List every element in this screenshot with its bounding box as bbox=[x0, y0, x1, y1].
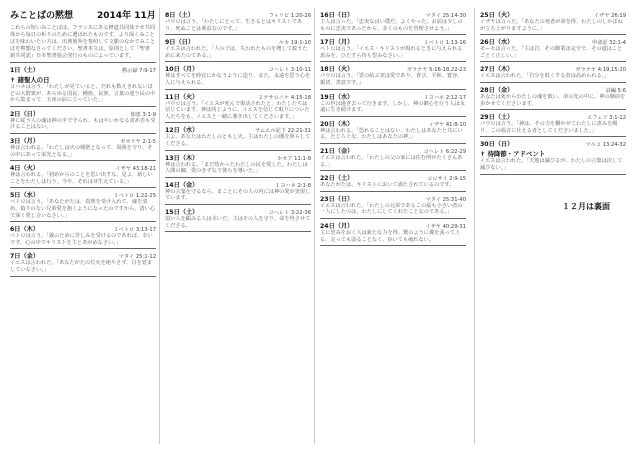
day-entry-header bbox=[480, 85, 626, 94]
day-entry bbox=[165, 207, 311, 232]
calendar-column-3 bbox=[320, 8, 466, 246]
day-entry bbox=[10, 224, 156, 249]
divider bbox=[10, 276, 156, 277]
day-label: 4日（火） bbox=[10, 165, 40, 173]
scripture-reference: イザヤ 40:29-31 bbox=[425, 223, 466, 230]
divider bbox=[165, 150, 311, 151]
day-entry bbox=[165, 92, 311, 124]
scripture-reference: １ペトロ 3:13-17 bbox=[113, 227, 156, 234]
divider bbox=[10, 133, 156, 134]
day-entry-header bbox=[10, 163, 156, 172]
day-entry bbox=[480, 37, 626, 62]
scripture-reference: コヘレト 6:22-29 bbox=[423, 148, 466, 155]
day-label: 21日（金） bbox=[320, 147, 354, 155]
day-label: 10日（月） bbox=[165, 66, 199, 74]
scripture-text: パウロは言う。「神は、その力を働かせてわたしに恵みを賜り、この福音に仕える者としてくださいました。」 bbox=[480, 121, 618, 134]
scripture-reference: １ヨハネ 2:1-8 bbox=[275, 182, 311, 189]
scripture-text: 神に従う人の魂は神の手で守られ、もはやいかなる責め苦も受けることはない。 bbox=[10, 117, 156, 131]
day-entry-header bbox=[10, 190, 156, 199]
day-entry bbox=[165, 64, 311, 89]
day-label: 27日（木） bbox=[480, 66, 514, 74]
scripture-text: ヨハネは言う。「わたしが見ていると、だれも数えきれないほどの大群衆が、あらゆる国民、種族、民族、言葉の違う民の中から集まって、玉座の前に立っていた。」 bbox=[10, 84, 156, 104]
scripture-text: モーセは言った。「主は岩、その御業は完全で、その道はことごとく正しい。」 bbox=[480, 46, 623, 59]
day-label: 25日（火） bbox=[480, 12, 514, 19]
column-divider bbox=[314, 8, 315, 444]
day-label: 19日（水） bbox=[320, 93, 354, 101]
day-label: 11日（火） bbox=[165, 93, 199, 101]
day-entry bbox=[320, 221, 466, 246]
day-label: 18日（火） bbox=[320, 66, 354, 74]
scripture-text: パウロは言う。「霊の結ぶ実は愛であり、喜び、平和、寛容、親切、善意です。」 bbox=[320, 73, 463, 86]
scripture-reference: 申命記 32:1-4 bbox=[591, 40, 626, 47]
scripture-text: あなたがたは、キリストにおいて満たされているのです。 bbox=[320, 182, 455, 189]
scripture-reference: コヘレト 3:10-11 bbox=[268, 67, 311, 74]
divider bbox=[10, 248, 156, 249]
day-label: 7日（金） bbox=[10, 253, 40, 261]
divider bbox=[165, 34, 311, 35]
divider bbox=[480, 61, 626, 62]
day-entry bbox=[480, 112, 626, 137]
scripture-reference: マタイ 25:1-12 bbox=[118, 254, 156, 261]
day-label: 30日（日） bbox=[480, 141, 514, 149]
scripture-reference: １ペトロ 1:22-25 bbox=[113, 193, 156, 200]
scripture-reference: イザヤ 43:18-21 bbox=[115, 166, 156, 173]
day-entry-header bbox=[165, 125, 311, 134]
day-label: 15日（土） bbox=[165, 208, 199, 216]
day-entry bbox=[165, 10, 311, 35]
scripture-text: パウロは言う。「イエスが死んで復活されたと、わたしたちは信じています。神は同じように、イエスを信じて眠りについた人たちをも、イエスと一緒に導き出してくださいます。」 bbox=[165, 100, 310, 120]
divider bbox=[165, 122, 311, 123]
scripture-reference: コロサイ 2:9-15 bbox=[427, 176, 466, 183]
page-title: みことばの黙想 bbox=[10, 11, 74, 21]
day-label: 3日（月） bbox=[10, 137, 40, 145]
column-divider bbox=[474, 8, 475, 444]
scripture-text: イエスは言われた。「わたしの父の家には住む所がたくさんある。」 bbox=[320, 154, 463, 168]
day-entry bbox=[320, 64, 466, 89]
divider bbox=[320, 143, 466, 144]
day-label: 13日（木） bbox=[165, 154, 199, 162]
column-divider bbox=[159, 8, 160, 444]
divider bbox=[480, 174, 626, 175]
scripture-text: 神は言われる。「初めからのことを思い出すな。見よ、新しいことをわたしは行う。今や、それは芽生えている。」 bbox=[10, 172, 153, 185]
day-entry bbox=[320, 194, 466, 219]
day-entry bbox=[480, 85, 626, 110]
day-entry bbox=[320, 92, 466, 117]
scripture-text: イエスは言われた。「人の子は、失われたものを捜して救うために来たのである。」 bbox=[165, 46, 308, 59]
day-label: 1日（土） bbox=[10, 67, 40, 74]
divider bbox=[165, 231, 311, 232]
day-entry-header bbox=[320, 173, 466, 182]
divider bbox=[480, 136, 626, 137]
scripture-text: パウロは言う。「わたしにとって、生きるとはキリストであり、死ぬことは利益なのです。」 bbox=[165, 19, 303, 32]
day-entry-header bbox=[320, 37, 466, 46]
day-entry-header bbox=[320, 10, 466, 19]
day-entry-header bbox=[165, 37, 311, 46]
scripture-reference: コヘレト 3:22-36 bbox=[268, 209, 311, 216]
day-entry-header bbox=[320, 119, 466, 128]
day-entry-header bbox=[320, 221, 466, 230]
day-entry bbox=[320, 119, 466, 144]
scripture-text: この世は過ぎ去って行きます。しかし、神の御心を行う人は永遠に生き続けます。 bbox=[320, 100, 465, 114]
day-entry bbox=[165, 180, 311, 205]
day-entry bbox=[165, 125, 311, 150]
day-label: 26日（水） bbox=[480, 39, 514, 47]
divider bbox=[320, 34, 466, 35]
scripture-reference: イザヤ 26:19 bbox=[593, 13, 626, 19]
day-entry-header bbox=[10, 65, 156, 74]
scripture-reference: ガラテヤ 5:16-18,22-23 bbox=[406, 67, 466, 74]
divider bbox=[480, 82, 626, 83]
day-entry-header bbox=[165, 180, 311, 189]
intro-text: これらの短いみことばは、フランスにある修道共同体テゼ共同体から毎日の祈りのために選ばれたものです。より深くみことばを味わいたい方は、出典箇所を参照して文脈のなかでみことばを黙想なさってください。聖書本文は、原則として『聖書 新共同訳』日本聖書協会発行のものによっています。 bbox=[10, 25, 156, 59]
scripture-text: イエスは言われた。「自分を低くする者は高められる。」 bbox=[480, 73, 610, 80]
day-label: 16日（日） bbox=[320, 12, 354, 19]
scripture-reference: 黙示録 7:9-17 bbox=[121, 68, 156, 74]
day-entry-header bbox=[10, 251, 156, 260]
scripture-reference: 詩編 5:6 bbox=[605, 87, 626, 94]
scripture-reference: ゼカリヤ 2:1-5 bbox=[120, 138, 156, 145]
scripture-text: イエスは言われた。「わたしの兄弟であるこの最も小さい者の一人にしたのは、わたしにしてくれたことなのである。」 bbox=[320, 202, 463, 216]
divider bbox=[10, 62, 156, 63]
day-label: 12日（水） bbox=[165, 127, 199, 135]
day-entry bbox=[165, 37, 311, 62]
day-label: 24日（月） bbox=[320, 222, 354, 230]
day-entry-header bbox=[165, 153, 311, 162]
scripture-reference: １ヨハネ 2:12-17 bbox=[423, 94, 466, 101]
scripture-reference: ルカ 19:1-10 bbox=[278, 40, 311, 47]
divider bbox=[320, 170, 466, 171]
back-page-note: １２月は裏面 bbox=[562, 201, 610, 211]
scripture-reference: ガラテヤ 4:19,15:20 bbox=[575, 67, 626, 74]
feast-label: ✝ 待降節・アドベント bbox=[480, 150, 546, 159]
scripture-reference: ホセア 11:1-9 bbox=[276, 155, 311, 162]
divider bbox=[165, 89, 311, 90]
day-entry-header bbox=[320, 146, 466, 155]
day-entry bbox=[10, 109, 156, 134]
calendar-column-2 bbox=[165, 8, 311, 232]
divider bbox=[480, 109, 626, 110]
calendar-column-1 bbox=[10, 8, 156, 277]
day-entry bbox=[480, 64, 626, 83]
scripture-text: ペトロは言う。「あなたがたは、真理を受け入れて、魂を清め、偽りのない兄弟愛を抱くようになったのですから、清い心で深く愛し合いなさい。」 bbox=[10, 199, 156, 219]
day-entry-header bbox=[480, 139, 626, 148]
scripture-text: 神の言葉を守るなら、まことにその人の内には神の愛が実現しています。 bbox=[165, 188, 311, 202]
day-label: 23日（日） bbox=[320, 195, 354, 203]
day-entry bbox=[480, 10, 626, 35]
divider bbox=[320, 218, 466, 219]
divider bbox=[10, 160, 156, 161]
day-entry-header bbox=[480, 10, 626, 19]
scripture-text: 神はすべてを時宜にかなうように造り、また、永遠を思う心を人に与えられる。 bbox=[165, 73, 311, 86]
scripture-text: 主よ、あなたはわたしのともし火。主はわたしの闇を照らしてくださる。 bbox=[165, 134, 311, 147]
day-entry bbox=[10, 65, 156, 107]
divider bbox=[320, 89, 466, 90]
day-entry-header bbox=[10, 224, 156, 233]
day-label: 28日（金） bbox=[480, 86, 514, 94]
month-label: 2014年 11月 bbox=[97, 11, 156, 21]
scripture-text: ペトロは言う。「イエス・キリストが現れるときに与えられる恵みを、ひたすら待ち望みなさい。」 bbox=[320, 46, 463, 59]
divider bbox=[320, 191, 466, 192]
day-entry bbox=[10, 251, 156, 276]
day-entry bbox=[320, 173, 466, 192]
day-label: 20日（木） bbox=[320, 120, 354, 128]
scripture-text: 神は言われる。「わたしは火の城壁となって、周囲を守り、その中にあって栄光となる。」 bbox=[10, 144, 153, 158]
scripture-reference: エフェソ 3:1-12 bbox=[587, 115, 626, 122]
divider bbox=[480, 34, 626, 35]
scripture-reference: サムエル記下 22:21-31 bbox=[255, 128, 311, 135]
divider bbox=[320, 245, 466, 246]
scripture-reference: フィリピ 1:20-26 bbox=[268, 13, 311, 19]
divider bbox=[10, 187, 156, 188]
divider bbox=[165, 177, 311, 178]
day-label: 22日（土） bbox=[320, 175, 354, 183]
scripture-text: イエスは言われた。「天地は滅びるが、わたしの言葉は決して滅びない。」 bbox=[480, 158, 623, 171]
divider bbox=[165, 61, 311, 62]
scripture-text: イザヤは言った。「あなたの死者が命を得、わたしのしかばねが立ち上がりますように。」 bbox=[480, 19, 623, 32]
scripture-text: 主に望みをおく人は新たな力を得、鷲のように翼を張って上る。走っても弱ることなく、歩いても疲れない。 bbox=[320, 229, 461, 243]
day-entry-header bbox=[165, 207, 311, 216]
day-label: 5日（水） bbox=[10, 192, 40, 200]
divider bbox=[320, 61, 466, 62]
scripture-text: 主人は言った。「忠実な良い僕だ。よくやった。お前は少しのものに忠実であったから、多くのものを管理させよう。」 bbox=[320, 19, 463, 32]
divider bbox=[165, 204, 311, 205]
scripture-reference: マルコ 13:24-32 bbox=[585, 142, 626, 149]
day-entry-header bbox=[480, 37, 626, 46]
day-entry bbox=[165, 153, 311, 178]
day-label: 17日（月） bbox=[320, 39, 354, 47]
day-entry bbox=[10, 190, 156, 222]
day-entry-header bbox=[165, 10, 311, 19]
day-entry bbox=[320, 37, 466, 62]
day-label: 2日（日） bbox=[10, 110, 40, 118]
day-label: 14日（金） bbox=[165, 181, 199, 189]
scripture-text: 弱い人を顧みる人は幸いだ。主はその人を守り、命を得させてくださる。 bbox=[165, 215, 311, 229]
scripture-text: あなたは死からわたしの魂を救い、命の光の中に、神の御前を歩かせてくださいます。 bbox=[480, 93, 626, 107]
day-entry-header bbox=[320, 194, 466, 203]
scripture-text: イエスは言われた。「あなたがたの灯火を絶やさず、目を覚ましていなさい。」 bbox=[10, 260, 153, 273]
scripture-reference: マタイ 25:31-40 bbox=[425, 196, 466, 203]
scripture-reference: マタイ 25:14-30 bbox=[425, 13, 466, 19]
day-entry-header bbox=[480, 112, 626, 121]
divider bbox=[320, 116, 466, 117]
day-entry bbox=[320, 146, 466, 171]
day-entry-header bbox=[320, 92, 466, 101]
day-label: 6日（木） bbox=[10, 226, 40, 234]
scripture-text: 神は言われる。「恐れることはない、わたしはあなたと共にいる。たじろぐな、わたしはあなたの神。」 bbox=[320, 127, 463, 141]
calendar-column-4 bbox=[480, 8, 626, 212]
divider bbox=[10, 106, 156, 107]
scripture-reference: イザヤ 41:8-10 bbox=[428, 121, 466, 128]
day-label: 9日（日） bbox=[165, 39, 195, 47]
day-entry bbox=[10, 163, 156, 188]
day-entry bbox=[480, 139, 626, 174]
day-label: 8日（土） bbox=[165, 12, 195, 19]
day-entry bbox=[320, 10, 466, 35]
scripture-reference: 知恵 3:1-9 bbox=[130, 111, 156, 118]
divider bbox=[10, 221, 156, 222]
feast-label: ✝ 諸聖人の日 bbox=[10, 76, 50, 84]
page-header bbox=[10, 8, 156, 21]
day-entry-header bbox=[165, 92, 311, 101]
scripture-reference: ２テサロニケ 4:15-18 bbox=[258, 94, 311, 101]
day-entry bbox=[10, 136, 156, 161]
day-label: 29日（土） bbox=[480, 114, 514, 122]
scripture-reference: １ペトロ 1:13-16 bbox=[423, 40, 466, 47]
day-entry-header bbox=[10, 109, 156, 118]
scripture-text: 神は言われる。「まだ幼かったわたしの民を愛した。わたしは人間の綱、愛のきずなで彼らを導いた。」 bbox=[165, 161, 308, 175]
day-entry-header bbox=[10, 136, 156, 145]
scripture-text: ペトロは言う。「義のために苦しみを受けるのであれば、幸いです。心の中でキリストを主とあがめなさい。」 bbox=[10, 233, 153, 246]
